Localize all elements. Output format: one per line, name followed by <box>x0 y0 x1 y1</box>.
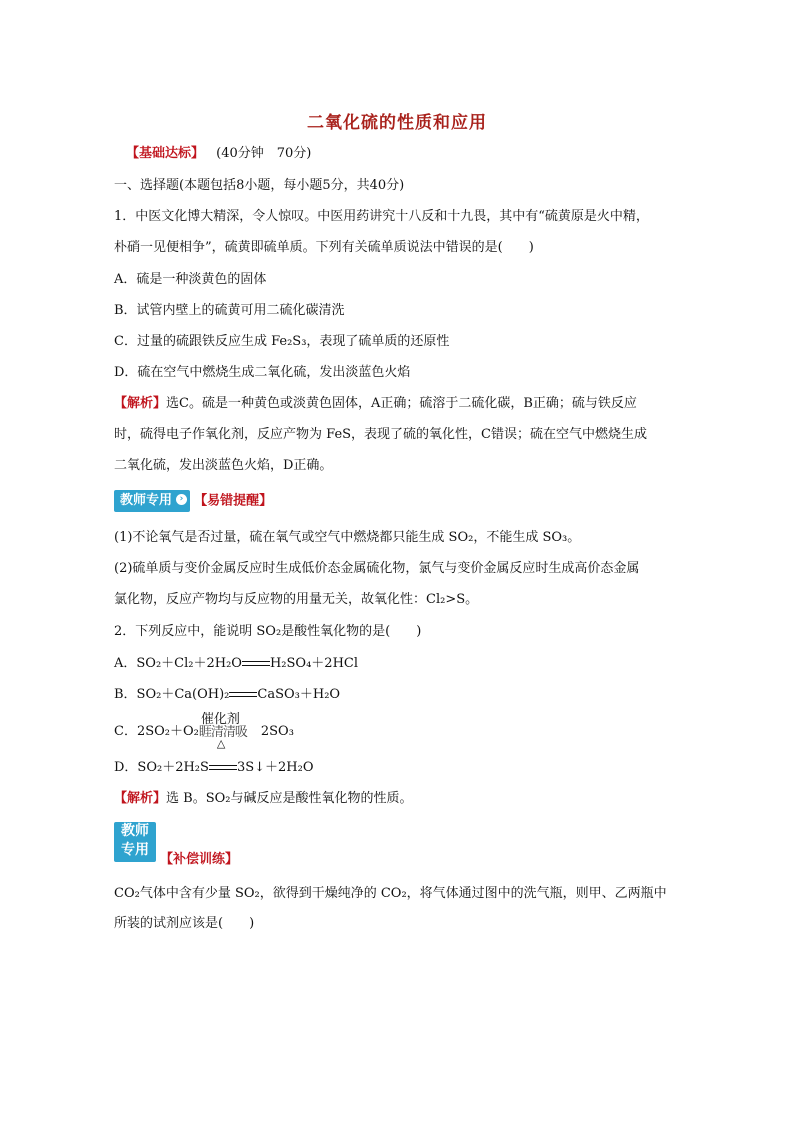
q1-option-a: A．硫是一种淡黄色的固体 <box>114 272 267 287</box>
q2-c-reactants: C．2SO₂＋O₂ <box>114 724 199 739</box>
section-header <box>126 144 311 164</box>
q2-option-d <box>114 758 313 778</box>
q2-c-products: 2SO₃ <box>260 724 294 739</box>
q2-a-products: H₂SO₄＋2HCl <box>269 656 359 671</box>
q2-option-c <box>114 712 294 750</box>
q1-analysis-line1 <box>114 394 637 414</box>
q2-option-b <box>114 685 340 705</box>
error-tip-tag: 【易错提醒】 <box>194 493 273 509</box>
q2-d-products: 3S↓＋2H₂O <box>236 760 314 775</box>
equals-sign <box>229 690 257 700</box>
comp-question-line1: CO₂气体中含有少量 SO₂，欲得到干燥纯净的 CO₂，将气体通过图中的洗气瓶，则甲、乙两瓶中 <box>114 886 667 901</box>
chevron-right-icon: › <box>176 494 187 505</box>
q1-option-d: D．硫在空气中燃烧生成二氧化硫，发出淡蓝色火焰 <box>114 365 411 380</box>
q2-analysis-text: 选 B。SO₂与碱反应是酸性氧化物的性质。 <box>166 791 413 806</box>
q2-b-products: CaSO₃＋H₂O <box>257 687 341 702</box>
part-heading: 一、选择题(本题包括8小题，每小题5分，共40分) <box>114 178 405 193</box>
q1-option-c: C．过量的硫跟铁反应生成 Fe₂S₃，表现了硫单质的还原性 <box>114 334 450 349</box>
catalyst-label: 催化剂 <box>200 712 240 727</box>
q1-stem-line2: 朴硝一见便相争”，硫黄即硫单质。下列有关硫单质说法中错误的是( ) <box>114 240 534 255</box>
teacher-only-badge <box>114 490 190 512</box>
q2-option-a <box>114 654 358 674</box>
teacher2-line2: 专用 <box>121 842 149 858</box>
analysis-tag: 【解析】 <box>114 791 167 806</box>
section-tag: 【基础达标】 <box>126 146 205 161</box>
q1-analysis-line2: 时，硫得电子作氧化剂，反应产物为 FeS，表现了硫的氧化性，C错误；硫在空气中燃烧生成 <box>114 427 647 442</box>
q2-b-reactants: B．SO₂＋Ca(OH)₂ <box>114 687 230 702</box>
q1-analysis-text1: 选C。硫是一种黄色或淡黄色固体，A正确；硫溶于二硫化碳，B正确；硫与铁反应 <box>166 396 637 411</box>
teacher-section-1 <box>114 490 272 512</box>
heat-symbol: △ <box>216 737 226 750</box>
page-title: 二氧化硫的性质和应用 <box>307 113 487 133</box>
comp-question-line2: 所装的试剂应该是( ) <box>114 916 255 931</box>
section-time-score: (40分钟 70分) <box>216 146 312 161</box>
equals-sign <box>242 659 270 669</box>
compensation-tag: 【补偿训练】 <box>160 852 239 867</box>
teacher2-line1: 教师 <box>121 823 149 839</box>
q1-stem-line1: 1．中医文化博大精深，令人惊叹。中医用药讲究十八反和十九畏，其中有“硫黄原是火中精， <box>114 209 649 224</box>
analysis-tag: 【解析】 <box>114 396 167 411</box>
tip-2-line1: (2)硫单质与变价金属反应时生成低价态金属硫化物，氯气与变价金属反应时生成高价态金属 <box>114 561 640 576</box>
teacher-badge-label: 教师专用 <box>120 493 173 508</box>
reaction-condition <box>198 712 261 750</box>
q2-analysis <box>114 789 412 809</box>
q1-option-b: B．试管内壁上的硫黄可用二硫化碳清洗 <box>114 303 345 318</box>
tip-1: (1)不论氧气是否过量，硫在氧气或空气中燃烧都只能生成 SO₂，不能生成 SO₃。 <box>114 530 581 545</box>
q2-d-reactants: D．SO₂＋2H₂S <box>114 760 209 775</box>
tip-2-line2: 氯化物，反应产物均与反应物的用量无关，故氧化性：Cl₂>S。 <box>114 592 479 607</box>
condition-overlap-text: 睚清清吸 <box>198 725 247 740</box>
q2-stem: 2．下列反应中，能说明 SO₂是酸性氧化物的是( ) <box>114 624 422 639</box>
equals-sign <box>209 763 237 773</box>
teacher-only-badge-2 <box>114 822 156 862</box>
q2-a-reactants: A．SO₂＋Cl₂＋2H₂O <box>114 656 242 671</box>
q1-analysis-line3: 二氧化硫，发出淡蓝色火焰，D正确。 <box>114 458 333 473</box>
